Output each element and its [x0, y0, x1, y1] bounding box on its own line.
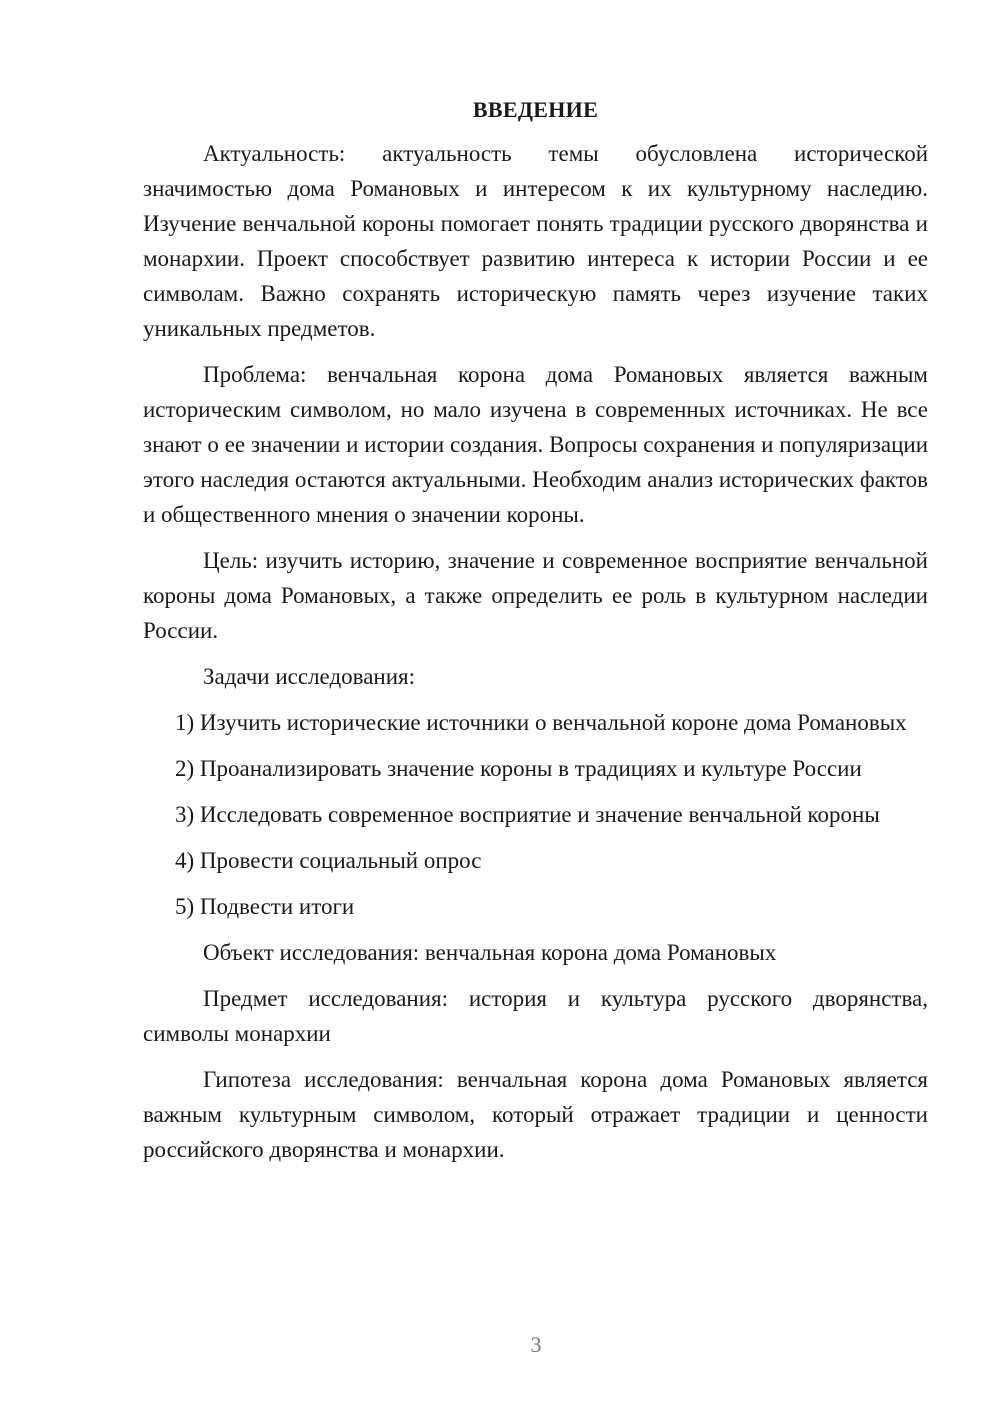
- task-item-1: 1) Изучить исторические источники о венчальной короне дома Романовых: [175, 710, 907, 735]
- page-content: [143, 92, 928, 1178]
- relevance-paragraph: Актуальность: актуальность темы обусловлена исторической значимостью дома Романовых и интересом к их культурному наследию. Изучение венчальной короны помогает понять традиции русского дворянства и монархии. Проект способствует развитию интереса к истории России и ее символам. Важно сохранять историческую память через изучение таких уникальных предметов.: [143, 141, 928, 341]
- object-paragraph: Объект исследования: венчальная корона дома Романовых: [203, 940, 777, 965]
- page-number: 3: [530, 1332, 542, 1357]
- tasks-heading: Задачи исследования:: [203, 664, 416, 689]
- subject-paragraph: Предмет исследования: история и культура русского дворянства, символы монархии: [143, 986, 928, 1046]
- problem-paragraph: Проблема: венчальная корона дома Романовых является важным историческим символом, но мало изучена в современных источниках. Не все знают о ее значении и истории создания. Вопросы сохранения и популяризации этого наследия остаются актуальными. Необходим анализ исторических фактов и общественного мнения о значении короны.: [143, 362, 928, 527]
- section-title: ВВЕДЕНИЕ: [472, 97, 599, 122]
- task-item-2: 2) Проанализировать значение короны в традициях и культуре России: [175, 756, 862, 781]
- hypothesis-paragraph: Гипотеза исследования: венчальная корона дома Романовых является важным культурным символом, который отражает традиции и ценности российского дворянства и монархии.: [143, 1067, 928, 1162]
- task-item-5: 5) Подвести итоги: [175, 894, 355, 919]
- task-item-3: 3) Исследовать современное восприятие и значение венчальной короны: [175, 802, 880, 827]
- goal-paragraph: Цель: изучить историю, значение и современное восприятие венчальной короны дома Романовых, а также определить ее роль в культурном наследии России.: [143, 548, 928, 643]
- task-item-4: 4) Провести социальный опрос: [175, 848, 482, 873]
